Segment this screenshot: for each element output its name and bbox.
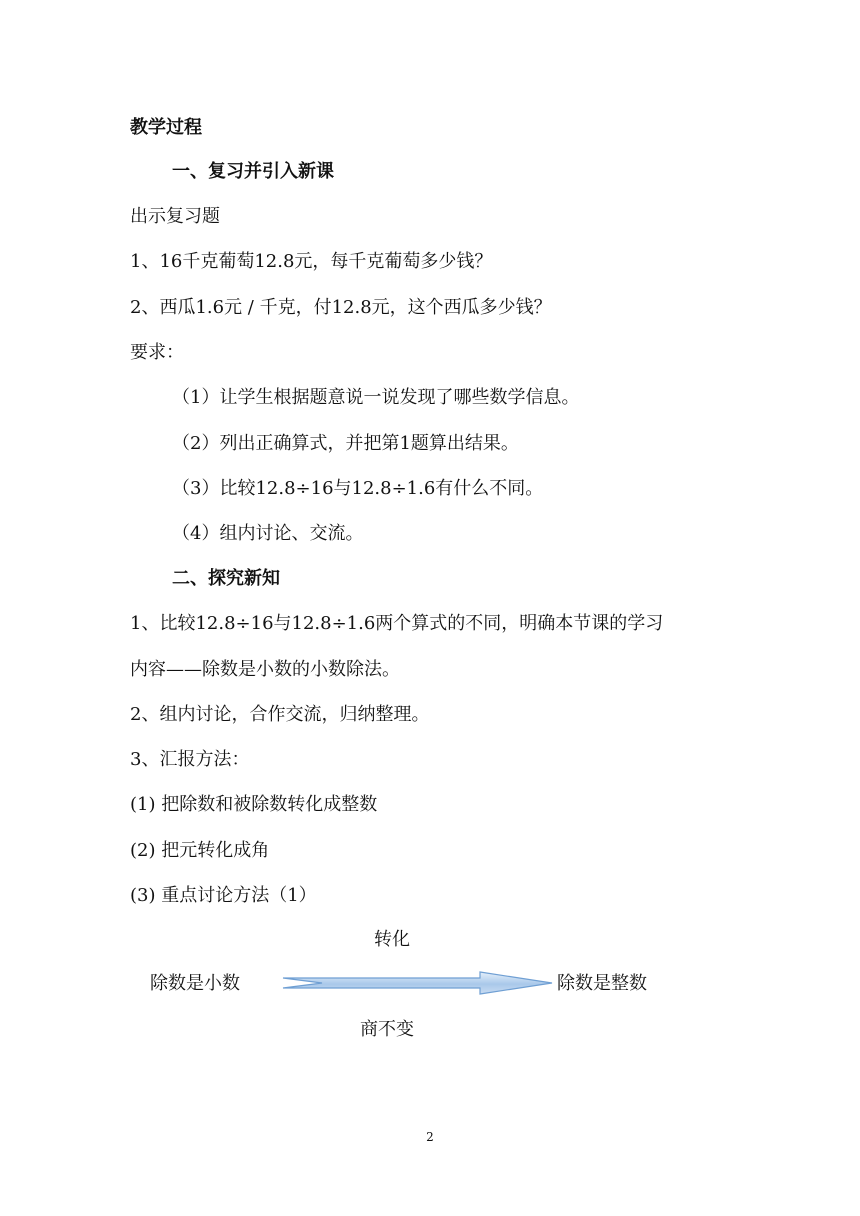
paragraph: 出示复习题 xyxy=(130,206,220,227)
paragraph: 2、组内讨论，合作交流，归纳整理。 xyxy=(130,704,430,725)
method-item: (2) 把元转化成角 xyxy=(130,840,270,861)
method-item: (1) 把除数和被除数转化成整数 xyxy=(130,794,378,815)
diagram-left-label: 除数是小数 xyxy=(150,973,240,994)
paragraph: 要求： xyxy=(130,342,184,363)
method-item: (3) 重点讨论方法（1） xyxy=(130,885,317,906)
diagram-bottom-label: 商不变 xyxy=(360,1019,414,1040)
heading: 教学过程 xyxy=(130,117,202,138)
requirement-item: （4）组内讨论、交流。 xyxy=(172,523,364,544)
transform-arrow-icon xyxy=(280,970,555,996)
requirement-item: （1）让学生根据题意说一说发现了哪些数学信息。 xyxy=(172,387,580,408)
paragraph: 2、西瓜1.6元 / 千克，付12.8元，这个西瓜多少钱？ xyxy=(130,297,552,318)
paragraph: 3、汇报方法： xyxy=(130,749,250,770)
paragraph: 1、比较12.8÷16与12.8÷1.6两个算式的不同，明确本节课的学习 xyxy=(130,613,664,634)
page-number: 2 xyxy=(426,1130,434,1144)
section-heading-review: 一、复习并引入新课 xyxy=(172,161,334,182)
diagram-top-label: 转化 xyxy=(374,929,410,950)
paragraph: 1、16千克葡萄12.8元，每千克葡萄多少钱？ xyxy=(130,251,493,272)
paragraph: 内容——除数是小数的小数除法。 xyxy=(130,659,400,680)
diagram-right-label: 除数是整数 xyxy=(557,973,647,994)
requirement-item: （3）比较12.8÷16与12.8÷1.6有什么不同。 xyxy=(172,478,544,499)
requirement-item: （2）列出正确算式，并把第1题算出结果。 xyxy=(172,433,519,454)
section-heading-explore: 二、探究新知 xyxy=(172,568,280,589)
